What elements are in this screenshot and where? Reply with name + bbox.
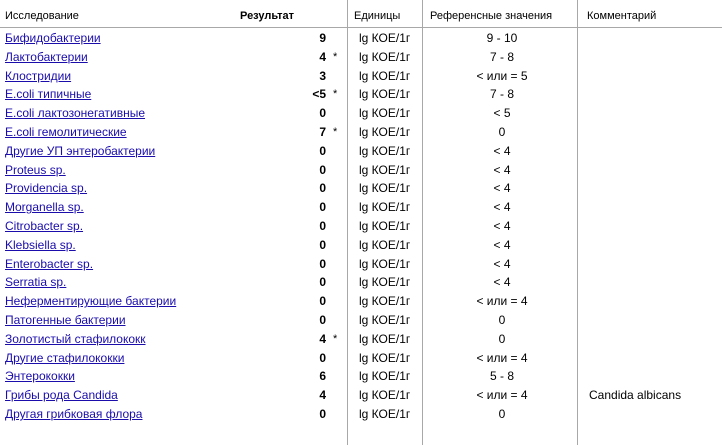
result-value: 0 (319, 294, 326, 309)
unit-value: lg КОЕ/1г (359, 200, 411, 215)
test-name-link[interactable]: Citrobacter sp. (5, 218, 84, 233)
unit-value: lg КОЕ/1г (359, 181, 411, 196)
header-reference: Референсные значения (430, 10, 553, 22)
result-value: 0 (319, 106, 326, 121)
abnormal-flag: * (333, 125, 338, 138)
table-row (0, 103, 722, 122)
header-test: Исследование (5, 10, 79, 22)
reference-range: < или = 4 (476, 350, 528, 365)
abnormal-flag: * (333, 88, 338, 101)
header-result: Результат (240, 10, 295, 22)
reference-range: < 5 (493, 106, 511, 121)
unit-value: lg КОЕ/1г (359, 331, 411, 346)
result-value: 4 (319, 388, 326, 403)
test-name-link[interactable]: Другие УП энтеробактерии (5, 143, 156, 158)
test-name-link[interactable]: Патогенные бактерии (5, 312, 126, 327)
unit-value: lg КОЕ/1г (359, 106, 411, 121)
result-value: 0 (319, 218, 326, 233)
table-row (0, 28, 722, 47)
table-row (0, 235, 722, 254)
unit-value: lg КОЕ/1г (359, 218, 411, 233)
reference-range: < 4 (493, 181, 511, 196)
result-value: 9 (319, 31, 326, 45)
table-row (0, 254, 722, 273)
test-name-link[interactable]: Другая грибковая флора (5, 406, 143, 421)
unit-value: lg КОЕ/1г (359, 388, 411, 403)
test-name-link[interactable]: Грибы рода Candida (5, 388, 118, 403)
test-name-link[interactable]: Лактобактерии (5, 49, 88, 64)
reference-range: < 4 (493, 162, 511, 177)
table-row (0, 160, 722, 179)
reference-range: 5 - 8 (489, 369, 514, 384)
test-name-link[interactable]: Serratia sp. (5, 275, 67, 290)
table-row (0, 385, 722, 404)
result-value: 0 (319, 181, 326, 196)
table-row (0, 47, 722, 66)
abnormal-flag: * (333, 50, 338, 63)
test-name-link[interactable]: E.coli лактозонегативные (5, 106, 146, 121)
reference-range: 0 (498, 331, 506, 346)
result-value: 3 (319, 68, 326, 83)
test-name-link[interactable]: Enterobacter sp. (5, 256, 94, 271)
reference-range: < или = 4 (476, 294, 528, 309)
unit-value: lg КОЕ/1г (359, 406, 411, 421)
table-row (0, 366, 722, 385)
table-row (0, 404, 722, 423)
reference-range: 9 - 10 (486, 31, 518, 45)
result-value: 0 (319, 143, 326, 158)
table-row (0, 122, 722, 141)
result-value: 0 (319, 237, 326, 252)
table-row (0, 66, 722, 85)
result-value: 0 (319, 350, 326, 365)
table-row (0, 178, 722, 197)
unit-value: lg КОЕ/1г (359, 162, 411, 177)
unit-value: lg КОЕ/1г (359, 256, 411, 271)
result-value: 6 (319, 369, 326, 384)
test-name-link[interactable]: E.coli гемолитические (5, 124, 127, 139)
abnormal-flag: * (333, 332, 338, 345)
test-name-link[interactable]: Providencia sp. (5, 181, 88, 196)
result-value: 0 (319, 256, 326, 271)
reference-range: < 4 (493, 256, 511, 271)
test-name-link[interactable]: Другие стафилококки (5, 350, 125, 365)
unit-value: lg КОЕ/1г (359, 350, 411, 365)
result-value: 0 (319, 200, 326, 215)
unit-value: lg КОЕ/1г (359, 369, 411, 384)
reference-range: 0 (498, 312, 506, 327)
reference-range: 7 - 8 (489, 87, 514, 102)
reference-range: < 4 (493, 143, 511, 158)
unit-value: lg КОЕ/1г (359, 87, 411, 102)
unit-value: lg КОЕ/1г (359, 312, 411, 327)
result-value: <5 (312, 87, 326, 102)
unit-value: lg КОЕ/1г (359, 49, 411, 64)
result-value: 4 (319, 49, 326, 64)
result-value: 7 (319, 124, 326, 139)
reference-range: 0 (498, 124, 506, 139)
table-row (0, 291, 722, 310)
comment-text: Candida albicans (589, 388, 682, 403)
table-row (0, 197, 722, 216)
result-value: 0 (319, 162, 326, 177)
unit-value: lg КОЕ/1г (359, 68, 411, 83)
reference-range: < 4 (493, 218, 511, 233)
table-row (0, 310, 722, 329)
header-comment: Комментарий (587, 10, 657, 22)
reference-range: 0 (498, 406, 506, 421)
reference-range: 7 - 8 (489, 49, 514, 64)
unit-value: lg КОЕ/1г (359, 31, 411, 45)
test-name-link[interactable]: Proteus sp. (5, 162, 66, 177)
reference-range: < или = 4 (476, 388, 528, 403)
test-name-link[interactable]: Неферментирующие бактерии (5, 294, 177, 309)
unit-value: lg КОЕ/1г (359, 124, 411, 139)
result-value: 0 (319, 312, 326, 327)
result-value: 0 (319, 275, 326, 290)
table-row (0, 329, 722, 348)
table-row (0, 216, 722, 235)
test-name-link[interactable]: Золотистый стафилококк (5, 331, 146, 346)
reference-range: < 4 (493, 275, 511, 290)
table-row (0, 84, 722, 103)
reference-range: < 4 (493, 237, 511, 252)
unit-value: lg КОЕ/1г (359, 237, 411, 252)
table-row (0, 141, 722, 160)
unit-value: lg КОЕ/1г (359, 294, 411, 309)
test-name-link[interactable]: Morganella sp. (5, 200, 84, 215)
table-row (0, 272, 722, 291)
table-header (0, 0, 722, 28)
reference-range: < 4 (493, 200, 511, 215)
test-name-link[interactable]: Клостридии (5, 68, 72, 83)
reference-range: < или = 5 (476, 68, 528, 83)
result-value: 4 (319, 331, 326, 346)
test-name-link[interactable]: Энтерококки (5, 369, 75, 384)
unit-value: lg КОЕ/1г (359, 143, 411, 158)
header-units: Единицы (354, 10, 401, 22)
test-name-link[interactable]: E.coli типичные (5, 87, 92, 102)
test-name-link[interactable]: Klebsiella sp. (5, 237, 76, 252)
result-value: 0 (319, 406, 326, 421)
test-name-link[interactable]: Бифидобактерии (5, 31, 101, 45)
unit-value: lg КОЕ/1г (359, 275, 411, 290)
table-body (0, 28, 722, 423)
table-row (0, 348, 722, 367)
